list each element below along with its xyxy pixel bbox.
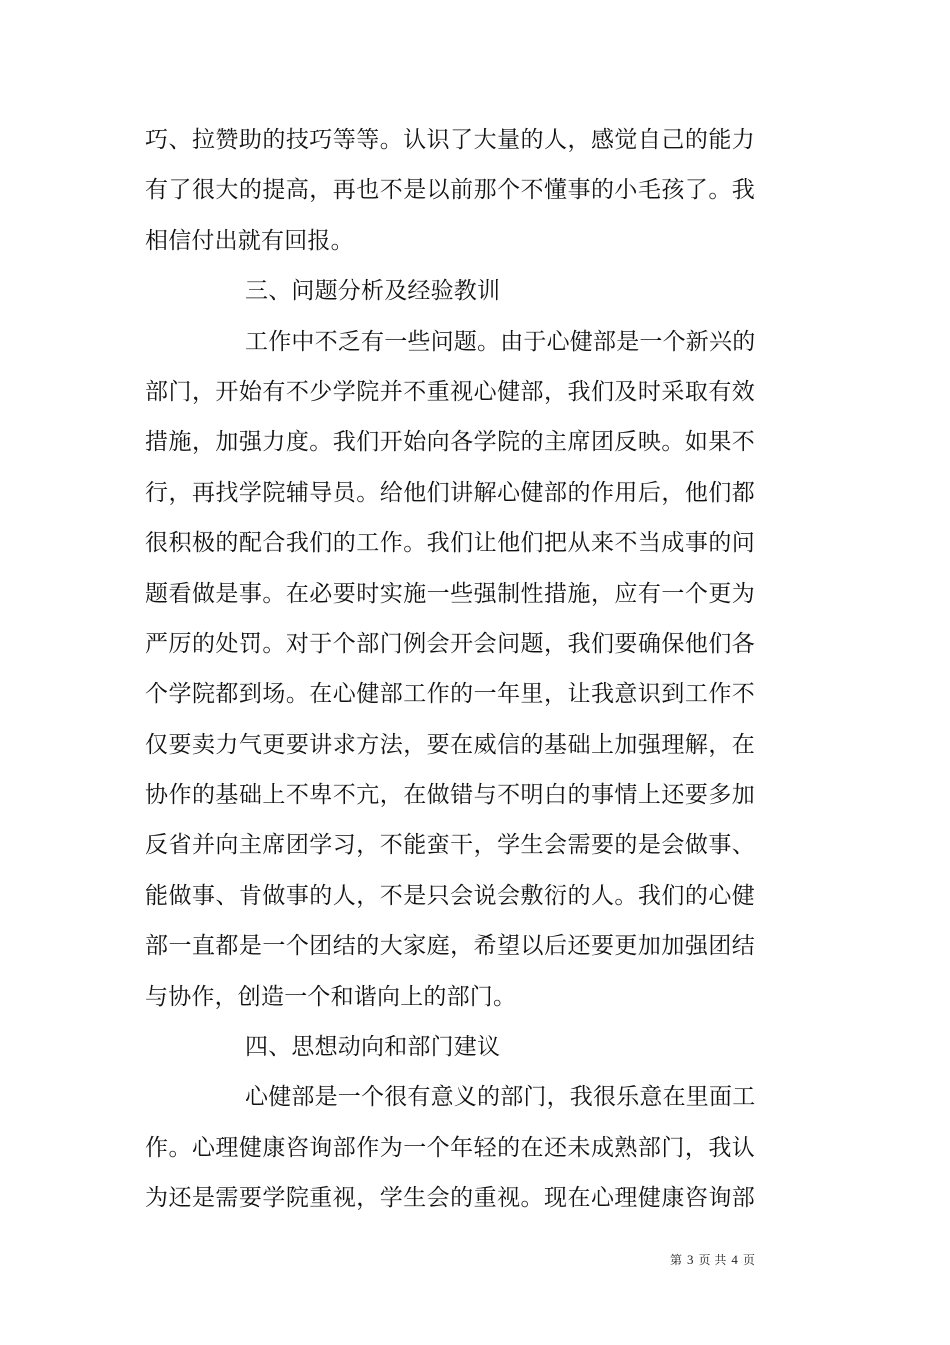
text-line: 部门，开始有不少学院并不重视心健部，我们及时采取有效 xyxy=(145,378,755,405)
page-footer xyxy=(670,1250,830,1270)
paragraph-first-line: 心健部是一个很有意义的部门，我很乐意在里面工 xyxy=(245,1084,755,1111)
footer-prefix: 第 xyxy=(670,1253,683,1267)
text-line: 相信付出就有回报。 xyxy=(145,227,354,254)
text-line: 反省并向主席团学习，不能蛮干，学生会需要的是会做事、 xyxy=(145,832,755,859)
text-line: 巧、拉赞助的技巧等等。认识了大量的人，感觉自己的能力 xyxy=(145,127,755,153)
text-line: 协作的基础上不卑不亢，在做错与不明白的事情上还要多加 xyxy=(145,782,755,809)
text-line: 仅要卖力气更要讲求方法，要在威信的基础上加强理解，在 xyxy=(145,731,755,758)
body-text xyxy=(145,115,755,1224)
text-line: 很积极的配合我们的工作。我们让他们把从来不当成事的问 xyxy=(145,530,755,557)
text-line: 能做事、肯做事的人，不是只会说会敷衍的人。我们的心健 xyxy=(145,882,755,909)
footer-middle: 页 共 xyxy=(698,1253,727,1267)
text-line: 为还是需要学院重视，学生会的重视。现在心理健康咨询部 xyxy=(145,1185,755,1212)
text-line: 个学院都到场。在心健部工作的一年里，让我意识到工作不 xyxy=(145,681,755,708)
text-line: 行，再找学院辅导员。给他们讲解心健部的作用后，他们都 xyxy=(145,479,755,506)
text-line: 作。心理健康咨询部作为一个年轻的在还未成熟部门，我认 xyxy=(145,1134,755,1161)
paragraph-first-line: 工作中不乏有一些问题。由于心健部是一个新兴的 xyxy=(245,328,755,355)
text-line: 与协作，创造一个和谐向上的部门。 xyxy=(145,983,517,1010)
text-line: 严厉的处罚。对于个部门例会开会问题，我们要确保他们各 xyxy=(145,630,755,657)
text-line: 题看做是事。在必要时实施一些强制性措施，应有一个更为 xyxy=(145,580,755,607)
section-heading: 三、问题分析及经验教训 xyxy=(245,278,501,305)
text-line: 有了很大的提高，再也不是以前那个不懂事的小毛孩了。我 xyxy=(145,177,755,204)
current-page-number: 3 xyxy=(687,1252,694,1267)
footer-suffix: 页 xyxy=(742,1253,755,1267)
text-line: 措施，加强力度。我们开始向各学院的主席团反映。如果不 xyxy=(145,429,755,456)
text-line: 部一直都是一个团结的大家庭，希望以后还要更加加强团结 xyxy=(145,933,755,960)
total-pages-number: 4 xyxy=(731,1252,738,1267)
section-heading: 四、思想动向和部门建议 xyxy=(245,1034,501,1061)
